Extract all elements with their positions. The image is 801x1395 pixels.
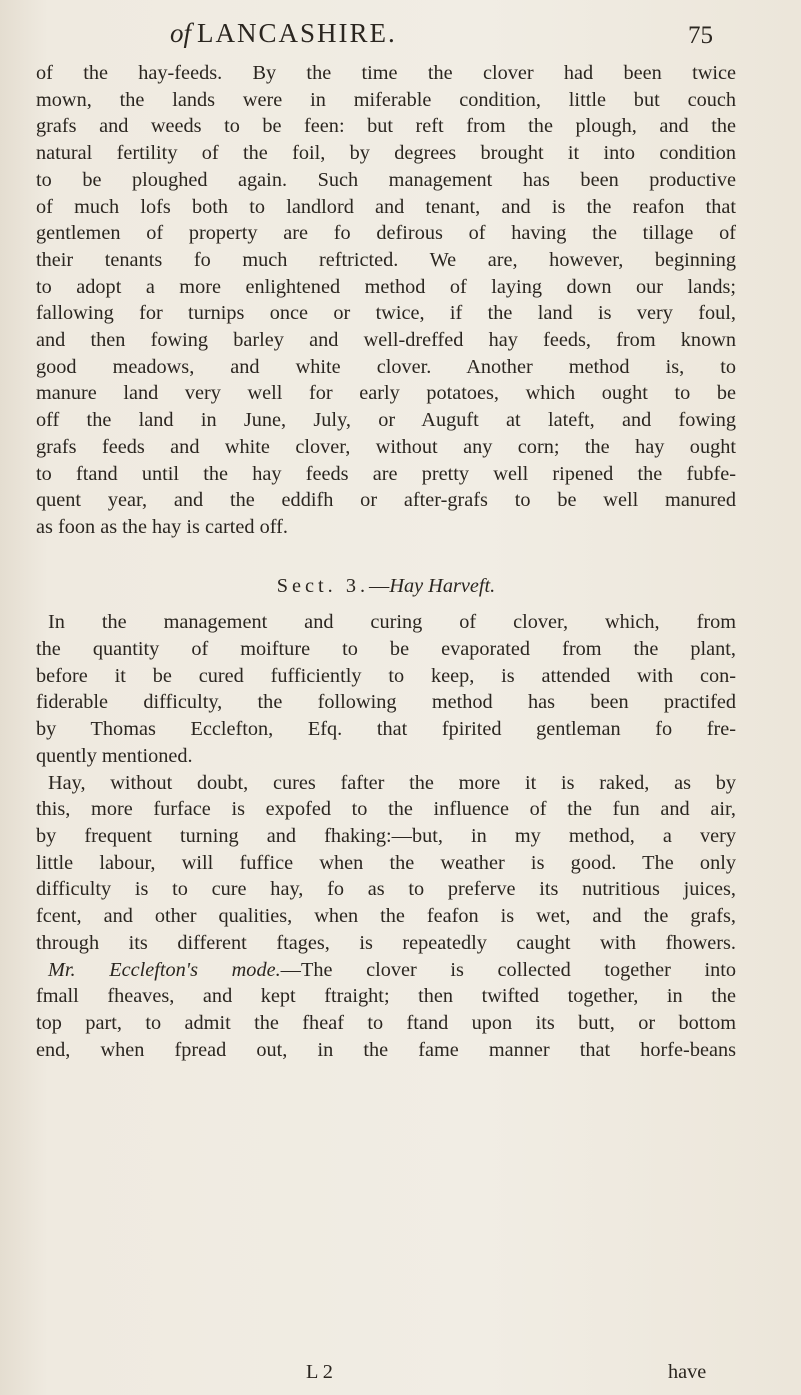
running-head-of: of <box>170 18 192 48</box>
text-line: difficulty is to cure hay, fo as to preferve its nutritious juices, <box>36 878 736 901</box>
text-line: to ftand until the hay feeds are pretty well ripened the fubfe- <box>36 462 736 485</box>
text-line: quently mentioned. <box>36 744 193 767</box>
text-line: by Thomas Ecclefton, Efq. that fpirited gentleman fo fre- <box>36 718 736 741</box>
text-line: quent year, and the eddifh or after-grafs to be well manured <box>36 489 736 512</box>
text-line: as foon as the hay is carted off. <box>36 515 288 538</box>
paragraph-lead: Mr. Ecclefton's mode. <box>48 958 281 981</box>
body-text <box>36 60 736 1063</box>
text-line: fmall fheaves, and kept ftraight; then twifted together, in the <box>36 985 736 1008</box>
page-footer <box>36 1361 736 1387</box>
section-title: Hay Harveft. <box>389 574 496 597</box>
text-line: grafs feeds and white clover, without any corn; the hay ought <box>36 435 736 458</box>
page-header <box>0 14 801 50</box>
text-line: end, when fpread out, in the fame manner that horfe-beans <box>36 1038 736 1061</box>
paragraph-lead-rest: —The clover is collected together into <box>280 958 736 981</box>
text-line: their tenants fo much reftricted. We are, however, beginning <box>36 248 736 271</box>
text-line: gentlemen of property are fo defirous of having the tillage of <box>36 222 736 245</box>
text-line: by frequent turning and fhaking:—but, in my method, a very <box>36 824 736 847</box>
text-line: through its different ftages, is repeatedly caught with fhowers. <box>36 931 736 954</box>
text-line: and then fowing barley and well-dreffed hay feeds, from known <box>36 329 736 352</box>
text-line: Hay, without doubt, cures fafter the more it is raked, as by <box>48 771 736 794</box>
text-line: to adopt a more enlightened method of laying down our lands; <box>36 275 736 298</box>
text-line: grafs and weeds to be feen: but reft from the plough, and the <box>36 115 736 138</box>
text-line: fallowing for turnips once or twice, if the land is very foul, <box>36 302 736 325</box>
text-line: little labour, will fuffice when the weather is good. The only <box>36 851 736 874</box>
signature-mark: L 2 <box>306 1361 333 1383</box>
paragraph-4 <box>36 957 736 1064</box>
section-spacer <box>36 541 736 567</box>
text-line: good meadows, and white clover. Another method is, to <box>36 355 736 378</box>
text-line: manure land very well for early potatoes, which ought to be <box>36 382 736 405</box>
catchword: have <box>668 1361 707 1383</box>
text-line: top part, to admit the fheaf to ftand upon its butt, or bottom <box>36 1011 736 1034</box>
text-line: fiderable difficulty, the following method has been practifed <box>36 691 736 714</box>
text-line: before it be cured fufficiently to keep, is attended with con- <box>36 664 736 687</box>
paragraph-3 <box>36 770 736 957</box>
section-dash: — <box>369 574 390 597</box>
text-line: this, more furface is expofed to the influence of the fun and air, <box>36 798 736 821</box>
running-head <box>170 18 397 49</box>
text-line <box>36 957 736 984</box>
text-line: of the hay-feeds. By the time the clover had been twice <box>36 62 736 84</box>
section-heading <box>36 567 736 610</box>
text-line: off the land in June, July, or Auguft at lateft, and fowing <box>36 409 736 432</box>
paragraph-1 <box>36 60 736 541</box>
text-line: In the management and curing of clover, which, from <box>48 611 736 634</box>
text-line: fcent, and other qualities, when the feafon is wet, and the grafs, <box>36 905 736 928</box>
section-label: Sect. 3. <box>276 574 370 597</box>
text-line: to be ploughed again. Such management has been productive <box>36 168 736 191</box>
text-line: mown, the lands were in miferable condition, little but couch <box>36 88 736 111</box>
running-head-title: LANCASHIRE. <box>197 18 397 48</box>
paragraph-2 <box>36 609 736 769</box>
text-line: of much lofs both to landlord and tenant, and is the reafon that <box>36 195 736 218</box>
text-line: the quantity of moifture to be evaporated from the plant, <box>36 638 736 661</box>
text-line: natural fertility of the foil, by degrees brought it into condition <box>36 142 736 165</box>
page-number: 75 <box>688 22 713 49</box>
